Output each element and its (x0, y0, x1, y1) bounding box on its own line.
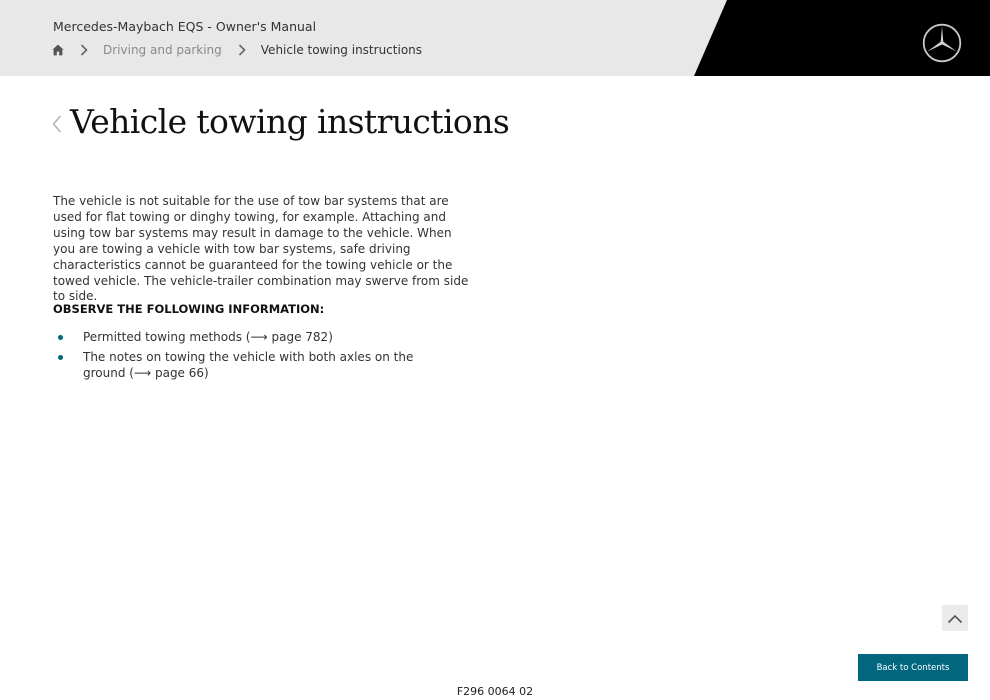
observe-heading: OBSERVE THE FOLLOWING INFORMATION: (53, 302, 325, 316)
bullet-dot-icon (58, 355, 63, 360)
page-reference-link[interactable]: ⟶ page 66 (133, 366, 205, 380)
breadcrumb (52, 41, 422, 59)
list-item-text: Permitted towing methods ( (83, 330, 251, 344)
back-to-contents-button[interactable]: Back to Contents (858, 654, 968, 681)
body-paragraph: The vehicle is not suitable for the use of tow bar systems that are used for flat towing or dinghy towing, for example. Attaching and using tow bar systems may result in damage to the vehicle. When you are towing a vehicle with tow bar systems, safe driving characteristics cannot be guaranteed for the towing vehicle or the towed vehicle. The vehicle-trailer combination may swerve from side to side. (53, 194, 469, 304)
chevron-up-icon (947, 609, 963, 628)
page-reference-link[interactable]: ⟶ page 782 (250, 330, 329, 344)
list-item-text: The notes on towing the vehicle with both axles on the ground ( (83, 350, 414, 380)
home-icon[interactable] (52, 44, 64, 56)
list-item (53, 349, 453, 381)
manual-title: Mercedes-Maybach EQS - Owner's Manual (53, 19, 317, 34)
list-item-suffix: ) (328, 330, 333, 344)
chevron-right-icon (235, 43, 249, 57)
page-title: Vehicle towing instructions (70, 102, 510, 141)
breadcrumb-driving-and-parking[interactable]: Driving and parking (103, 43, 222, 57)
chevron-left-icon[interactable] (50, 113, 64, 135)
info-list (53, 329, 453, 385)
list-item-suffix: ) (204, 366, 209, 380)
chevron-right-icon (77, 43, 91, 57)
bullet-dot-icon (58, 335, 63, 340)
list-item (53, 329, 453, 345)
scroll-to-top-button[interactable] (942, 605, 968, 631)
three-pointed-star-logo[interactable] (922, 23, 962, 63)
footer-image-code: F296 0064 02 (456, 685, 534, 698)
breadcrumb-current-page: Vehicle towing instructions (260, 43, 423, 57)
